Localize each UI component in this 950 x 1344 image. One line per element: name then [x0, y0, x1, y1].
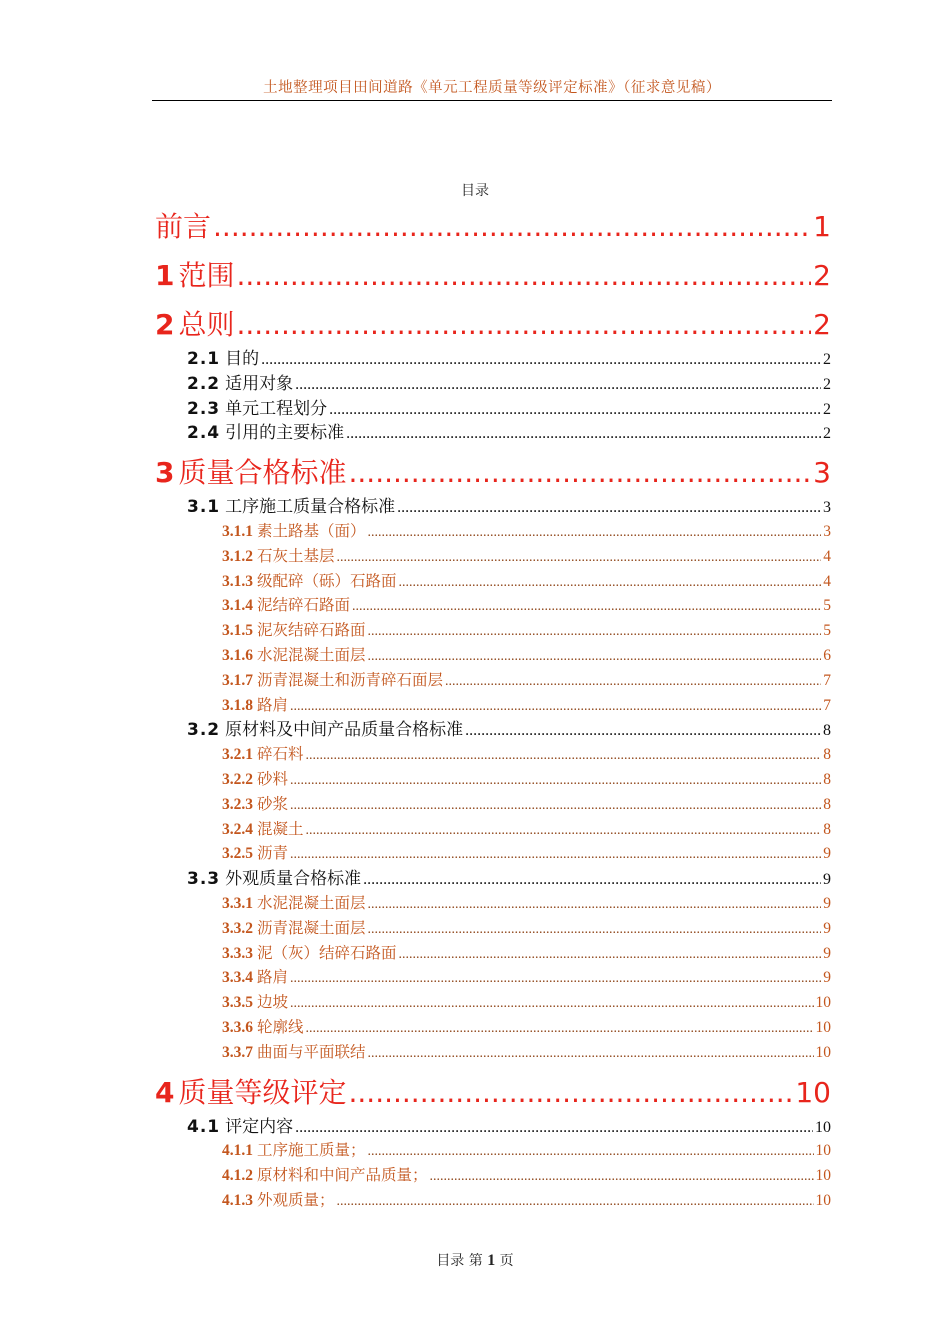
toc-entry-title: 碎石料	[257, 746, 304, 764]
toc-entry[interactable]	[155, 520, 831, 545]
toc-entry[interactable]	[155, 867, 831, 892]
toc-entry-number: 3.3	[187, 869, 221, 890]
toc-dot-leader	[465, 719, 821, 743]
toc-entry[interactable]	[155, 1139, 831, 1164]
toc-entry-title: 范围	[178, 259, 235, 292]
toc-entry-number: 3.1.7	[222, 671, 253, 689]
toc-dot-leader	[213, 200, 811, 249]
toc-entry-title: 泥结碎石路面	[257, 597, 351, 615]
toc-entry-page: 3	[823, 522, 831, 540]
toc-entry[interactable]	[155, 1016, 831, 1041]
toc-entry-title: 质量合格标准	[178, 456, 347, 490]
toc-entry-title: 级配碎（砾）石路面	[257, 572, 397, 590]
toc-entry-page: 8	[823, 770, 831, 788]
toc-entry[interactable]	[155, 743, 831, 768]
toc-entry[interactable]	[155, 818, 831, 843]
toc-entry-page: 10	[815, 1167, 831, 1185]
toc-entry-page: 8	[823, 746, 831, 764]
toc-entry-title: 沥青混凝土和沥青碎石面层	[257, 671, 444, 689]
toc-entry-number: 4.1	[187, 1116, 221, 1137]
toc-entry[interactable]	[155, 298, 831, 347]
toc-entry[interactable]	[155, 694, 831, 719]
toc-entry-page: 4	[823, 547, 831, 565]
toc-entry-title: 轮廓线	[257, 1018, 304, 1036]
toc-dot-leader	[368, 620, 822, 644]
toc-entry-number: 2.3	[187, 398, 221, 419]
footer-page-number: 1	[487, 1252, 496, 1269]
toc-entry-title: 评定内容	[225, 1116, 294, 1137]
toc-dot-leader	[363, 868, 821, 892]
toc-entry[interactable]	[155, 892, 831, 917]
toc-dot-leader	[295, 1116, 813, 1140]
toc-dot-leader	[237, 298, 812, 347]
toc-entry-title: 泥灰结碎石路面	[257, 622, 366, 640]
toc-dot-leader	[349, 1066, 794, 1115]
table-of-contents	[155, 200, 831, 1214]
toc-entry[interactable]	[155, 1164, 831, 1189]
toc-dot-leader	[368, 918, 822, 942]
toc-entry-title: 总则	[178, 308, 235, 341]
toc-entry[interactable]	[155, 372, 831, 397]
toc-entry[interactable]	[155, 942, 831, 967]
toc-entry-page: 2	[823, 425, 831, 443]
toc-entry-number: 3.3.3	[222, 944, 253, 962]
toc-entry-number: 2	[155, 308, 175, 341]
toc-entry-number: 4	[155, 1075, 175, 1109]
toc-entry-page: 10	[815, 994, 831, 1012]
toc-dot-leader	[306, 1017, 814, 1041]
toc-dot-leader	[337, 546, 822, 570]
toc-entry-title: 泥（灰）结碎石路面	[257, 944, 397, 962]
toc-entry-page: 2	[823, 375, 831, 393]
toc-entry-page: 7	[823, 696, 831, 714]
toc-entry[interactable]	[155, 545, 831, 570]
toc-entry-title: 水泥混凝土面层	[257, 646, 366, 664]
toc-entry[interactable]	[155, 718, 831, 743]
toc-entry-page: 7	[823, 671, 831, 689]
toc-entry[interactable]	[155, 1189, 831, 1214]
toc-entry-title: 工序施工质量合格标准	[225, 497, 396, 518]
toc-dot-leader	[290, 769, 821, 793]
toc-entry[interactable]	[155, 991, 831, 1016]
toc-entry-page: 8	[823, 795, 831, 813]
toc-entry-number: 3.2.2	[222, 770, 253, 788]
toc-entry[interactable]	[155, 446, 831, 495]
toc-dot-leader	[306, 744, 822, 768]
toc-entry-title: 引用的主要标准	[225, 423, 345, 444]
toc-dot-leader	[368, 1042, 814, 1066]
toc-entry[interactable]	[155, 347, 831, 372]
toc-entry[interactable]	[155, 644, 831, 669]
toc-dot-leader	[295, 373, 821, 397]
toc-entry[interactable]	[155, 768, 831, 793]
toc-entry-page: 3	[813, 456, 831, 490]
toc-entry[interactable]	[155, 1115, 831, 1140]
toc-dot-leader	[261, 348, 821, 372]
toc-entry-page: 2	[823, 400, 831, 418]
toc-dot-leader	[368, 645, 822, 669]
toc-entry-page: 10	[815, 1142, 831, 1160]
toc-entry-page: 4	[823, 572, 831, 590]
footer-prefix: 目录 第	[436, 1253, 483, 1269]
toc-entry-number: 3.3.2	[222, 919, 253, 937]
toc-entry-number: 3.2.5	[222, 845, 253, 863]
toc-entry[interactable]	[155, 570, 831, 595]
toc-title: 目录	[461, 183, 489, 199]
toc-entry-title: 素土路基（面）	[257, 522, 366, 540]
toc-entry-page: 3	[823, 499, 831, 517]
toc-entry-page: 2	[813, 308, 831, 341]
toc-entry-title: 原材料和中间产品质量；	[257, 1167, 428, 1185]
toc-entry-number: 4.1.3	[222, 1191, 253, 1209]
toc-entry-number: 3.3.5	[222, 994, 253, 1012]
toc-dot-leader	[399, 943, 822, 967]
toc-entry-page: 10	[815, 1118, 831, 1136]
toc-entry-title: 外观质量合格标准	[225, 869, 362, 890]
toc-entry-number: 3.1.8	[222, 696, 253, 714]
toc-entry[interactable]	[155, 917, 831, 942]
toc-dot-leader	[349, 446, 812, 495]
toc-dot-leader	[346, 422, 821, 446]
toc-entry-page: 1	[813, 210, 831, 243]
toc-entry[interactable]	[155, 1041, 831, 1066]
toc-entry-page: 10	[815, 1018, 831, 1036]
toc-entry-title: 适用对象	[225, 373, 294, 394]
toc-entry-number: 3.3.4	[222, 969, 253, 987]
toc-entry[interactable]	[155, 842, 831, 867]
toc-entry-title: 石灰土基层	[257, 547, 335, 565]
toc-entry-page: 9	[823, 944, 831, 962]
toc-entry-title: 曲面与平面联结	[257, 1043, 366, 1061]
toc-dot-leader	[290, 992, 813, 1016]
toc-entry[interactable]	[155, 594, 831, 619]
toc-dot-leader	[445, 670, 821, 694]
toc-entry-page: 5	[823, 597, 831, 615]
toc-entry-title: 砂浆	[257, 795, 289, 813]
toc-entry-number: 3.3.7	[222, 1043, 253, 1061]
toc-entry-number: 4.1.1	[222, 1142, 253, 1160]
toc-entry-page: 5	[823, 622, 831, 640]
toc-dot-leader	[352, 595, 821, 619]
toc-entry-number: 3.2.4	[222, 820, 253, 838]
toc-entry[interactable]	[155, 669, 831, 694]
toc-entry[interactable]	[155, 793, 831, 818]
toc-entry-number: 3.1.1	[222, 522, 253, 540]
toc-entry-number: 4.1.2	[222, 1167, 253, 1185]
page-footer	[0, 1250, 950, 1270]
toc-dot-leader	[329, 398, 821, 422]
toc-entry-title: 沥青	[257, 845, 289, 863]
toc-dot-leader	[337, 1190, 814, 1214]
toc-entry-page: 8	[823, 722, 831, 740]
toc-dot-leader	[368, 1140, 814, 1164]
toc-entry-number: 1	[155, 259, 175, 292]
toc-entry[interactable]	[155, 421, 831, 446]
toc-entry-title: 沥青混凝土面层	[257, 919, 366, 937]
toc-entry-number: 3.3.1	[222, 894, 253, 912]
toc-entry-number: 3.2.1	[222, 746, 253, 764]
toc-entry-title: 砂料	[257, 770, 289, 788]
toc-entry-number: 3.1.5	[222, 622, 253, 640]
toc-entry-page: 9	[823, 871, 831, 889]
toc-dot-leader	[399, 571, 822, 595]
toc-entry-title: 单元工程划分	[225, 398, 328, 419]
toc-entry-number: 3.2.3	[222, 795, 253, 813]
toc-entry-page: 10	[815, 1191, 831, 1209]
toc-entry-number: 3.1.4	[222, 597, 253, 615]
toc-entry-title: 质量等级评定	[178, 1075, 347, 1109]
toc-dot-leader	[368, 521, 822, 545]
footer-suffix: 页	[499, 1253, 514, 1269]
toc-entry[interactable]	[155, 495, 831, 520]
toc-entry-number: 2.1	[187, 349, 221, 369]
toc-dot-leader	[290, 843, 821, 867]
toc-entry-number: 3.1.2	[222, 547, 253, 565]
toc-entry-number: 3.1.6	[222, 646, 253, 664]
toc-entry-page: 9	[823, 845, 831, 863]
page-header: 土地整理项目田间道路《单元工程质量等级评定标准》（征求意见稿）	[152, 78, 832, 101]
toc-entry-title: 水泥混凝土面层	[257, 894, 366, 912]
toc-dot-leader	[397, 496, 821, 520]
toc-entry-page: 9	[823, 969, 831, 987]
toc-entry-page: 9	[823, 894, 831, 912]
toc-entry-title: 混凝土	[257, 820, 304, 838]
toc-entry[interactable]	[155, 619, 831, 644]
toc-dot-leader	[290, 794, 821, 818]
toc-entry-title: 路肩	[257, 696, 289, 714]
toc-entry[interactable]	[155, 966, 831, 991]
toc-dot-leader	[368, 893, 822, 917]
toc-entry-title: 路肩	[257, 969, 289, 987]
toc-entry-title: 工序施工质量；	[257, 1142, 366, 1160]
toc-entry-number: 2.4	[187, 423, 221, 444]
toc-entry-title: 目的	[225, 349, 260, 369]
toc-dot-leader	[290, 695, 821, 719]
toc-entry-number: 3.1.3	[222, 572, 253, 590]
toc-entry-number: 3.3.6	[222, 1018, 253, 1036]
toc-entry-title: 外观质量；	[257, 1191, 335, 1209]
toc-entry[interactable]	[155, 397, 831, 422]
toc-dot-leader	[306, 819, 822, 843]
toc-entry-page: 6	[823, 646, 831, 664]
toc-entry-page: 2	[813, 259, 831, 292]
toc-entry-title: 边坡	[257, 994, 289, 1012]
toc-entry-number: 3.1	[187, 497, 221, 518]
toc-entry-page: 2	[823, 351, 831, 368]
toc-entry-number: 2.2	[187, 373, 221, 394]
toc-dot-leader	[237, 249, 812, 298]
toc-entry-title: 原材料及中间产品质量合格标准	[225, 720, 464, 741]
toc-dot-leader	[290, 967, 821, 991]
toc-entry-number: 3	[155, 456, 175, 490]
toc-entry[interactable]	[155, 200, 831, 249]
toc-entry-page: 9	[823, 919, 831, 937]
toc-entry-page: 10	[815, 1043, 831, 1061]
toc-dot-leader	[430, 1165, 814, 1189]
toc-entry-title: 前言	[155, 210, 212, 243]
toc-entry[interactable]	[155, 1066, 831, 1115]
toc-entry[interactable]	[155, 249, 831, 298]
toc-entry-page: 8	[823, 820, 831, 838]
toc-entry-number: 3.2	[187, 720, 221, 741]
toc-entry-page: 10	[795, 1075, 831, 1109]
